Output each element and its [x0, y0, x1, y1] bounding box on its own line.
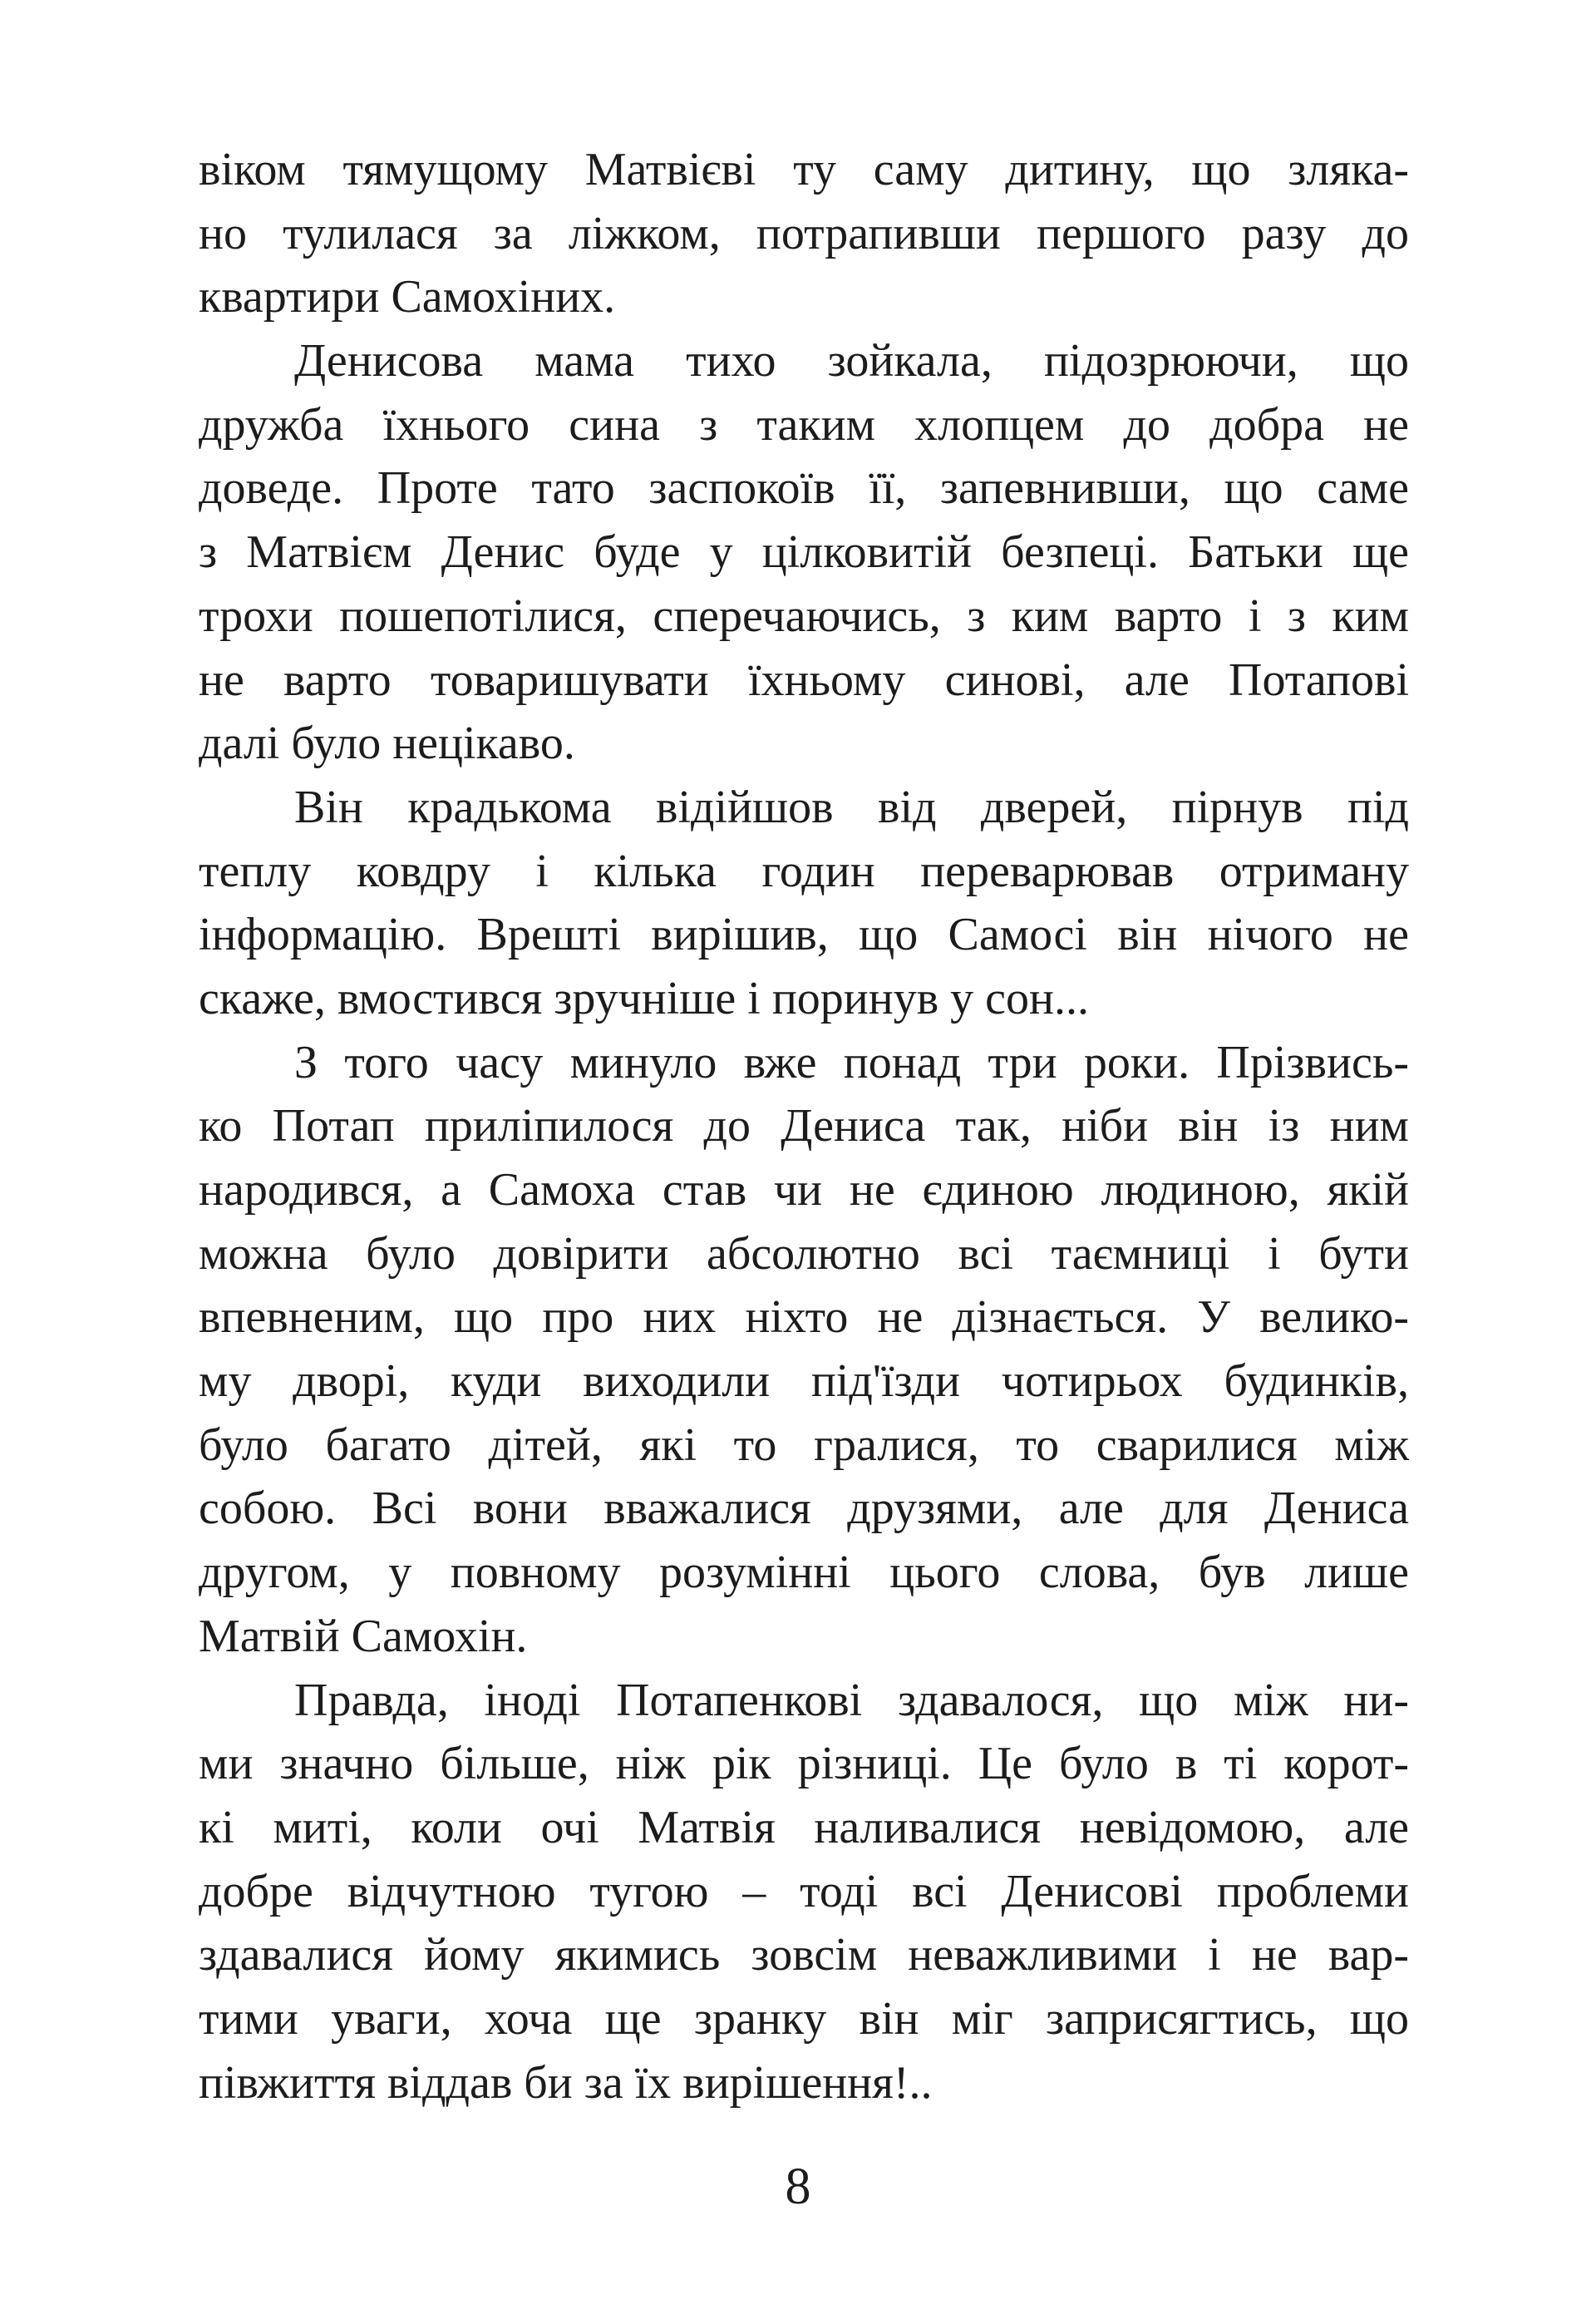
- text-line: здавалися йому якимись зовсім неважливими і не вар-: [199, 1929, 1409, 1981]
- text-line: було багато дітей, які то гралися, то сварилися між: [199, 1418, 1409, 1471]
- text-line: півжиття віддав би за їх вирішення!..: [199, 2056, 933, 2109]
- text-line: другом, у повному розумінні цього слова, був лише: [199, 1547, 1409, 1599]
- text-line: не варто товаришувати їхньому синові, але Потапові: [199, 654, 1409, 706]
- text-line: дружба їхнього сина з таким хлопцем до добра не: [199, 398, 1409, 451]
- text-line: собою. Всі вони вважалися друзями, але для Дениса: [199, 1483, 1409, 1535]
- text-line: впевненим, що про них ніхто не дізнається. У велико-: [199, 1291, 1409, 1344]
- text-line: Денисова мама тихо зойкала, підозрюючи, що: [294, 335, 1409, 387]
- text-line: Матвій Самохін.: [199, 1610, 528, 1662]
- page-number: 8: [785, 2159, 811, 2215]
- text-line: му дворі, куди виходили під'їзди чотирьох будинків,: [199, 1355, 1409, 1408]
- text-line: квартири Самохіних.: [199, 271, 616, 323]
- text-line: З того часу минуло вже понад три роки. Прізвись-: [294, 1036, 1409, 1088]
- text-line: народився, а Самоха став чи не єдиною людиною, якій: [199, 1164, 1409, 1216]
- text-line: но тулилася за ліжком, потрапивши першого разу до: [199, 207, 1409, 259]
- text-line: трохи пошепотілися, сперечаючись, з ким варто і з ким: [199, 590, 1409, 642]
- text-line: Він крадькома відійшов від дверей, пірнув під: [294, 781, 1409, 833]
- text-line: тими уваги, хоча ще зранку він міг заприсягтись, що: [199, 1992, 1409, 2045]
- text-line: ми значно більше, ніж рік різниці. Це було в ті корот-: [199, 1738, 1409, 1790]
- text-line: Правда, іноді Потапенкові здавалося, що між ни-: [294, 1674, 1409, 1726]
- text-line: інформацію. Врешті вирішив, що Самосі він нічого не: [199, 909, 1409, 961]
- text-line: теплу ковдру і кілька годин переварював отриману: [199, 845, 1409, 897]
- page-body: [199, 138, 1409, 2114]
- text-line: скаже, вмостився зручніше і поринув у сон...: [199, 972, 1089, 1024]
- text-line: віком тямущому Матвієві ту саму дитину, що зляка-: [199, 144, 1409, 195]
- text-line: з Матвієм Денис буде у цілковитій безпеці. Батьки ще: [199, 526, 1409, 579]
- text-line: далі було нецікаво.: [199, 718, 575, 770]
- text-line: добре відчутною тугою – тоді всі Денисові проблеми: [199, 1865, 1409, 1917]
- text-line: кі миті, коли очі Матвія наливалися невідомою, але: [199, 1801, 1409, 1853]
- text-line: доведе. Проте тато заспокоїв її, запевнивши, що саме: [199, 462, 1409, 515]
- text-line: ко Потап приліпилося до Дениса так, ніби він із ним: [199, 1100, 1409, 1152]
- text-line: можна було довірити абсолютно всі таємниці і бути: [199, 1227, 1409, 1280]
